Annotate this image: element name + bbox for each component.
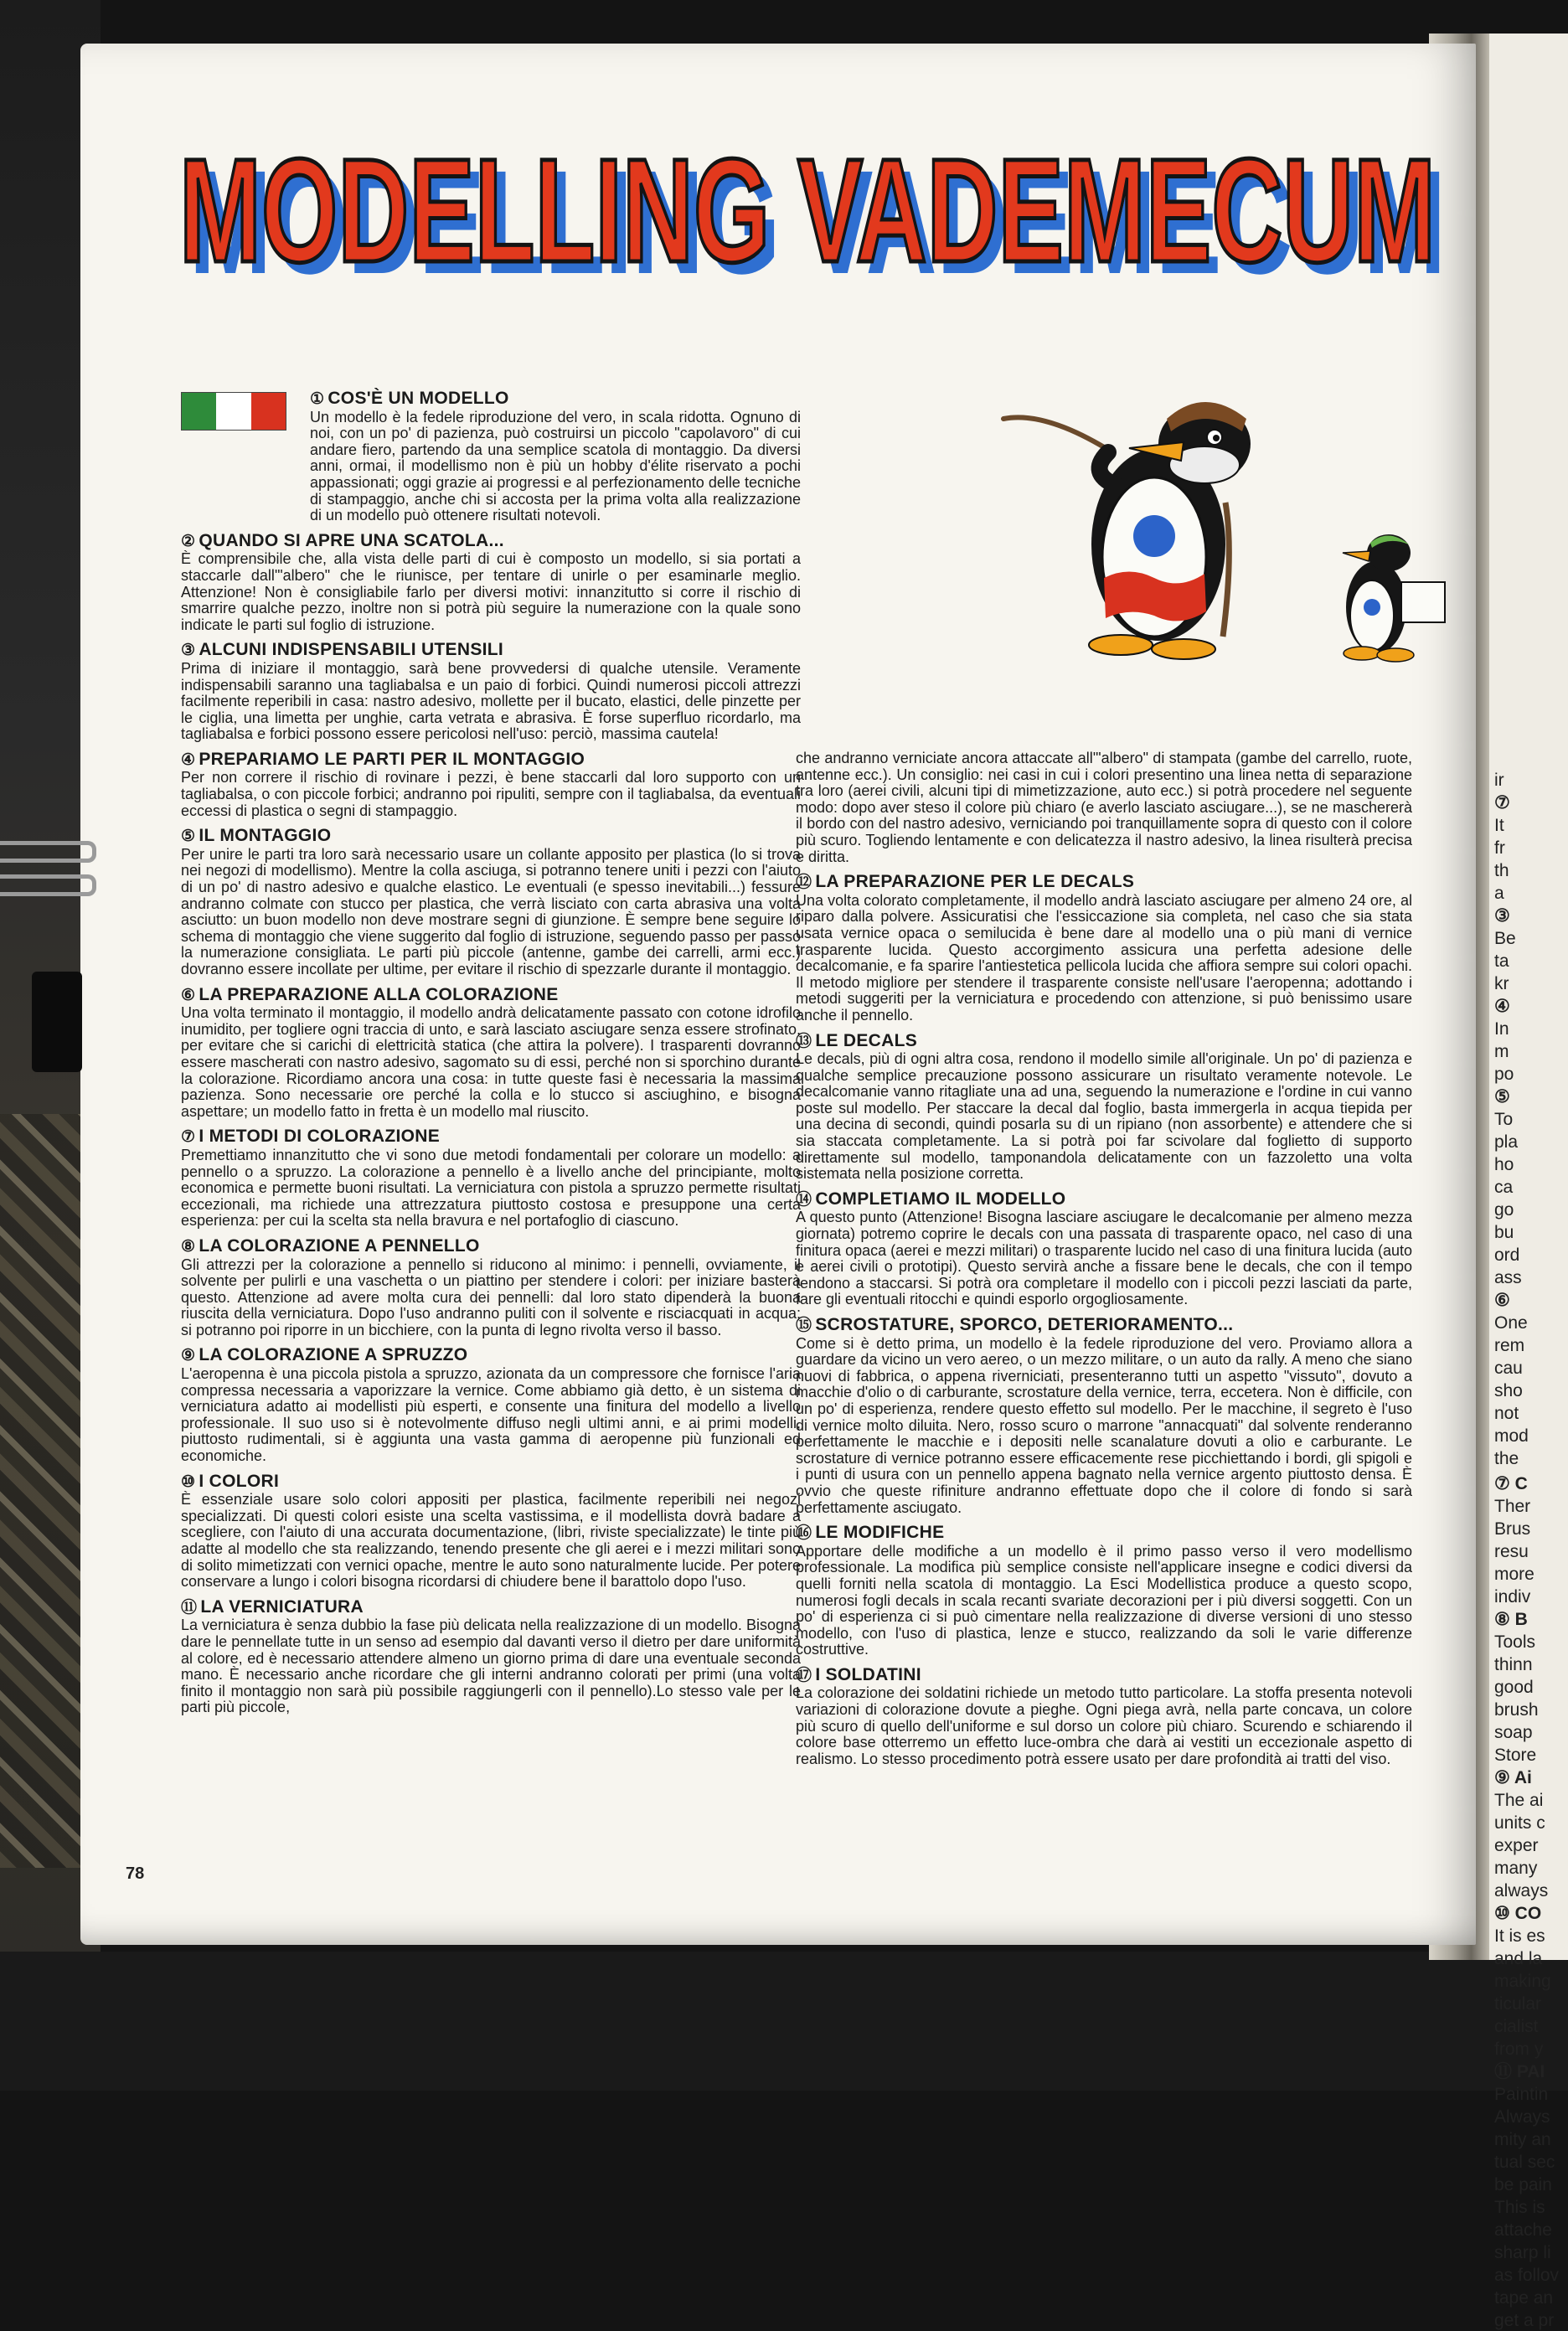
section-number: ⑥ bbox=[181, 986, 196, 1004]
page-title bbox=[176, 117, 1457, 305]
section-number: ⑦ bbox=[181, 1128, 196, 1147]
next-page-text-fragment: get a pr bbox=[1494, 2311, 1555, 2330]
next-page-text-fragment: rem bbox=[1494, 1336, 1525, 1355]
next-page-text-fragment: more bbox=[1494, 1565, 1534, 1584]
next-page-text-fragment: tual sec bbox=[1494, 2153, 1555, 2172]
section-title: ALCUNI INDISPENSABILI UTENSILI bbox=[199, 640, 504, 660]
section-heading bbox=[181, 984, 801, 1004]
article-section bbox=[796, 874, 1412, 1024]
next-page-text-fragment: The ai bbox=[1494, 1791, 1544, 1810]
section-text: Una volta terminato il montaggio, il modello andrà delicatamente passato con cotone idrofilo inumidito, per togliere ogni traccia di unto, e sarà lasciato asciugare senza essere strofinato, per evitare che si carichi di elettricità statica (che attira la polvere). I trasparenti dovranno essere mascherati con nastro adesivo, sagomato su di essi, perché non si sporchino durante la colorazione. Ricordiamo ancora una cosa: in tutte queste fasi è necessaria la massima pazienza. Sono necessarie ore perché la colla e lo stucco si asciughino, e bisogna aspettare; un modello fatto in fretta è un modello mal riuscito. bbox=[181, 1004, 801, 1120]
next-page-text-fragment: ord bbox=[1494, 1245, 1520, 1265]
next-page-text-fragment: Ther bbox=[1494, 1497, 1531, 1516]
section-heading bbox=[181, 1128, 801, 1146]
section-number: ② bbox=[181, 532, 196, 550]
next-page-text-fragment: It bbox=[1494, 816, 1504, 835]
section-text: Una volta colorato completamente, il modello andrà lasciato asciugare per almeno 24 ore, al riparo dalla polvere. Assicuratisi che l'essiccazione sia completa, nel caso che sia stata usata vernice opaca o semilucida è bene dare al modello una o più mani di vernice trasparente lucida. Questo accorgimento assicura una perfetta adesione delle decalcomanie, e fa sparire l'antiestetica pellicola lucida che affiora sempre sui colori opachi. Il metodo migliore per stendere il trasparente consiste nell'usare l'aeropenna; adottando i metodi suggeriti per la verniciatura e procedendo con attenzione, si può benissimo usare anche il pennello. bbox=[796, 891, 1412, 1024]
next-page-text-fragment: sho bbox=[1494, 1381, 1523, 1400]
next-page-text-fragment: fr bbox=[1494, 838, 1505, 858]
article-section bbox=[796, 1664, 1412, 1768]
article-section bbox=[181, 530, 801, 634]
article-section bbox=[181, 1128, 801, 1230]
title-text: MODELLING VADEMECUM bbox=[179, 129, 1436, 293]
section-heading bbox=[181, 1596, 801, 1617]
section-title: LA PREPARAZIONE PER LE DECALS bbox=[815, 872, 1135, 892]
title-shadow: MODELLING VADEMECUM bbox=[189, 141, 1446, 305]
section-heading bbox=[796, 874, 1412, 891]
next-page-text-fragment: the bbox=[1494, 1449, 1519, 1468]
next-page-text-fragment: from y bbox=[1494, 2040, 1544, 2059]
next-page-text-fragment: ass bbox=[1494, 1268, 1522, 1287]
section-number: ⑩ bbox=[181, 1472, 196, 1491]
next-page-text-fragment: indiv bbox=[1494, 1587, 1531, 1606]
next-page-text-fragment: ⑩ CO bbox=[1494, 1904, 1542, 1923]
next-page-text-fragment: sharp li bbox=[1494, 2243, 1551, 2262]
section-heading bbox=[181, 530, 801, 550]
next-page-text-fragment: It is es bbox=[1494, 1926, 1545, 1946]
section-text: Prima di iniziare il montaggio, sarà bene provvedersi di qualche utensile. Veramente indispensabili saranno una tagliabalsa e un paio di forbici. Quindi numerosi piccoli attrezzi facilmente reperibili in casa: nastro adesivo, mollette per il bucato, elastici, delle pinzette per le ciglia, una limetta per unghie, carta vetrata e abrasiva. È forse superfluo ricordarlo, ma tagliabalsa e forbici possono essere pericolosi nell'uso: perciò, massima cautela! bbox=[181, 659, 801, 743]
section-title: LA COLORAZIONE A SPRUZZO bbox=[199, 1345, 468, 1365]
next-page-text-fragment: To bbox=[1494, 1110, 1514, 1129]
next-page-text-fragment: pla bbox=[1494, 1132, 1519, 1152]
next-page-text-fragment: brush bbox=[1494, 1700, 1539, 1720]
section-title: I SOLDATINI bbox=[815, 1664, 921, 1684]
next-page-text-fragment: good bbox=[1494, 1678, 1534, 1697]
next-page-text-fragment: cau bbox=[1494, 1359, 1523, 1378]
section-text: A questo punto (Attenzione! Bisogna lasciare asciugare le decalcomanie per almeno mezza giornata) potremo coprire le decals con una passata di trasparente opaco, nel caso di una finitura opaca (aerei e mezzi militari) o trasparente lucido nel caso di una finitura lucida (auto e aerei civili o prototipi). Questo servirà anche a fissare bene le decals, che con il tempo tendono a staccarsi. Si potrà ora completare il modello con i piccoli pezzi lasciati da parte, fare gli eventuali ritocchi e quindi esporlo orgogliosamente. bbox=[796, 1209, 1412, 1308]
next-page-text-fragment: tape an bbox=[1494, 2288, 1554, 2308]
section-number: ⑰ bbox=[796, 1666, 812, 1684]
section-text: Per non correre il rischio di rovinare i pezzi, è bene staccarli dal loro supporto con un tagliabalsa, o con piccole forbici; andranno poi ripuliti, sempre con il tagliabalsa, da eventuali eccessi di plastica o segni di stampaggio. bbox=[181, 769, 801, 819]
article-section bbox=[181, 828, 801, 977]
section-title: LE MODIFICHE bbox=[815, 1523, 945, 1543]
next-page-edge bbox=[1489, 34, 1568, 2330]
section-text: Gli attrezzi per la colorazione a pennello si riducono al minimo: i pennelli, ovviamente, il solvente per pulirli e una vaschetta o un piattino per stendere i colori: per iniziare basterà questo. Attenzione ad avere molta cura dei pennelli: dal loro stato dipenderà la buona riuscita della verniciatura. Dopo l'uso andranno puliti con il solvente e risciacquati in acqua; si potranno poi riporre in un bicchiere, con la punta di legno rivolta verso il basso. bbox=[181, 1256, 801, 1338]
section-title: COMPLETIAMO IL MODELLO bbox=[815, 1189, 1066, 1209]
section-number: ④ bbox=[181, 750, 196, 769]
section-text: Per unire le parti tra loro sarà necessario usare un collante apposito per plastica (lo si trova nei negozi di modellismo). Mentre la colla asciuga, si potranno tenere uniti i pezzi con l'aiuto di un po' di nastro adesivo e qualche elastico. Le eventuali (e spesso inevitabili...) fessure andranno colmate con stucco per plastica, che verrà lisciato con carta abrasiva una volta asciutto: un buon modello non deve mostrare segni di giunzione. È sempre bene seguire lo schema di montaggio che viene suggerito dal foglio di istruzione, seguendo passo per passo la numerazione consigliata. Le parti più piccole (antenne, gambe dei carrelli, armi ecc.) dovranno essere incollate per ultime, per evitare il rischio di spezzarle durante il montaggio. bbox=[181, 845, 801, 977]
section-heading bbox=[796, 1317, 1412, 1334]
penguin-cartoon-illustration bbox=[995, 369, 1447, 704]
section-number: ⑮ bbox=[796, 1317, 812, 1334]
next-page-text-fragment: ⑤ bbox=[1494, 1087, 1510, 1106]
next-page-text-fragment: ⑪ PAI bbox=[1494, 2062, 1545, 2081]
section-title: COS'È UN MODELLO bbox=[328, 389, 509, 408]
next-page-text-fragment: Always bbox=[1494, 2107, 1550, 2127]
section-number: ③ bbox=[181, 642, 196, 660]
article-section bbox=[796, 1317, 1412, 1516]
next-page-text-fragment: making bbox=[1494, 1972, 1551, 1991]
section-text: Un modello è la fedele riproduzione del vero, in scala ridotta. Ognuno di noi, con un po' di pazienza, può costruirsi un piccolo "capolavoro" di cui andare fiero, partendo da una semplice scatola di montaggio. Da diversi anni, ormai, il modellismo non è più un hobby d'élite riservato a pochi appassionati; oggi grazie ai progressi e al perfezionamento delle tecniche di stampaggio, anche chi si accosta per la prima volta alla realizzazione di un modello può ottenere risultati notevoli. bbox=[310, 408, 801, 524]
section-heading bbox=[181, 642, 801, 659]
section-number: ① bbox=[310, 390, 325, 408]
article-section bbox=[181, 390, 801, 524]
article-section bbox=[181, 1596, 801, 1716]
next-page-text-fragment: ⑥ bbox=[1494, 1291, 1510, 1310]
next-page-text-fragment: th bbox=[1494, 861, 1509, 880]
next-page-text-fragment: a bbox=[1494, 884, 1504, 903]
next-page-text-fragment: go bbox=[1494, 1200, 1514, 1220]
article-section bbox=[181, 1347, 801, 1464]
binder-ring bbox=[0, 874, 96, 896]
next-page-text-fragment: attache bbox=[1494, 2220, 1552, 2240]
section-number: ⑨ bbox=[181, 1347, 196, 1365]
binder-ring bbox=[0, 841, 96, 863]
section-text: Come si è detto prima, un modello è la fedele riproduzione del vero. Proviamo allora a guardare da vicino un vero aereo, o un mezzo militare, o un auto da rally. A meno che siano nuovi di fabbrica, o appena riverniciati, presenteranno tutti un aspetto "vissuto", dovuto a macchie d'olio o di carburante, scrostature della vernice, terra, eccetera. Non è difficile, con un po' di esperienza, rendere questo effetto sul modello. Per le macchine, il segreto è l'uso di vernice molto diluita. Nero, rosso scuro o marrone "annacquati" dal solvente renderanno perfettamente le macchie e i depositi nelle scanalature dovuti a olio e carburante. Le scrostature di vernice potranno essere efficacemente rese picchiettando i bordi, gli spigoli e i punti di usura con un pennello appena bagnato nella vernice argento piuttosto densa. È ovvio che queste rifiniture andranno effettuate dopo che il colore di fondo si sarà perfettamente asciugato. bbox=[796, 1334, 1412, 1516]
page-number: 78 bbox=[126, 1864, 145, 1883]
section-number: ⑬ bbox=[796, 1032, 812, 1050]
article-section bbox=[181, 642, 801, 743]
section-title: LA PREPARAZIONE ALLA COLORAZIONE bbox=[199, 984, 559, 1004]
section-heading bbox=[796, 1191, 1412, 1209]
section-title: QUANDO SI APRE UNA SCATOLA... bbox=[199, 530, 504, 550]
next-page-text-fragment: m bbox=[1494, 1042, 1509, 1061]
next-page-text-fragment: Store bbox=[1494, 1746, 1537, 1765]
next-page-text-fragment: Paintin bbox=[1494, 2085, 1549, 2104]
article-section bbox=[796, 1524, 1412, 1658]
next-page-text-fragment: po bbox=[1494, 1065, 1514, 1084]
next-page-text-fragment: kr bbox=[1494, 974, 1509, 993]
article-section bbox=[796, 1191, 1412, 1308]
article-column-left bbox=[181, 390, 801, 1725]
section-title: I COLORI bbox=[199, 1471, 280, 1491]
article-section bbox=[181, 1235, 801, 1339]
article-section bbox=[796, 1030, 1412, 1183]
next-page-text-fragment: ta bbox=[1494, 951, 1509, 971]
next-page-text-fragment: thinn bbox=[1494, 1655, 1533, 1674]
next-page-text-fragment: soap bbox=[1494, 1723, 1533, 1742]
next-page-text-fragment: ho bbox=[1494, 1155, 1514, 1174]
section-text: L'aeropenna è una piccola pistola a spruzzo, azionata da un compressore che fornisce l'aria compressa necessaria a vaporizzare la vernice. Come abbiamo già detto, è un sistema di verniciatura adatto ai modellisti più esperti, e consente una finitura del modello a livello professionale. Il suo uso si è notevolmente diffuso negli ultimi anni, e ai primi modelli, piuttosto rudimentali, si è aggiunta una vasta gamma di aeropenne più funzionali ed economiche. bbox=[181, 1365, 801, 1465]
article-section bbox=[181, 751, 801, 819]
next-page-text-fragment: not bbox=[1494, 1404, 1519, 1423]
next-page-text-fragment: many bbox=[1494, 1859, 1538, 1878]
next-page-text-fragment: ⑦ C bbox=[1494, 1474, 1528, 1493]
next-page-text-fragment: ④ bbox=[1494, 997, 1510, 1016]
section-heading bbox=[181, 1235, 801, 1256]
section-title: SCROSTATURE, SPORCO, DETERIORAMENTO... bbox=[815, 1315, 1234, 1334]
continued-paragraph bbox=[796, 750, 1412, 865]
section-title: LA COLORAZIONE A PENNELLO bbox=[199, 1235, 480, 1256]
section-text: La colorazione dei soldatini richiede un metodo tutto particolare. La stoffa presenta notevoli variazioni di colorazione dovute a pieghe. Ogni piega avrà, nella parte concava, un colore più scuro di quello dell'uniforme e sul dorso un colore più chiaro. Scurendo e schiarendo il colore base otterremo un effetto luce-ombra che darà ai vestiti un eccezionale aspetto di realismo. Lo stesso procedimento potrà essere usato per dare profondità ai tratti del viso. bbox=[796, 1684, 1412, 1767]
next-page-text-fragment: and la bbox=[1494, 1949, 1543, 1968]
section-heading bbox=[181, 1347, 801, 1364]
section-heading bbox=[796, 1030, 1412, 1050]
section-heading bbox=[796, 1664, 1412, 1684]
next-page-text-fragment: Be bbox=[1494, 929, 1516, 948]
section-heading bbox=[181, 828, 801, 845]
section-title: I METODI DI COLORAZIONE bbox=[199, 1127, 441, 1147]
next-page-text-fragment: mity an bbox=[1494, 2130, 1551, 2149]
next-page-text-fragment: bu bbox=[1494, 1223, 1514, 1242]
next-page-text-fragment: Brus bbox=[1494, 1519, 1531, 1539]
section-text: È essenziale usare solo colori appositi per plastica, facilmente reperibili nei negozi specializzati. Di questi colori esiste una scelta vastissima, e il modellista dovrà badare a scegliere, con l'aiuto di una accurata documentazione, (libri, riviste specializzate) le tinte più adatte al modello che sta realizzando, tenendo presente che gli aerei e i mezzi militari sono di solito mimetizzati con vernici opache, mentre le auto sono naturalmente lucide. Per potere conservare a lungo i colori bisogna ricordarsi di chiudere bene il barattolo dopo l'uso. bbox=[181, 1491, 801, 1591]
section-text: Le decals, più di ogni altra cosa, rendono il modello simile all'originale. Un po' di pazienza e qualche semplice precauzione possono assicurare un risultato veramente notevole. Le decalcomanie vanno ritagliate una ad una, seguendo la numerazione e l'ordine in cui vanno poste sul modello. Per staccare la decal dal foglio, basta immergerla in acqua tiepida per una decina di secondi, quindi posarla su di un ripiano (non assorbente) e attendere che si sia staccata completamente. La si potrà poi far scivolare dal foglietto di supporto direttamente sul modello, tamponandola delicatamente con un fazzoletto una volta sistemata nella posizione corretta. bbox=[796, 1050, 1412, 1183]
section-heading bbox=[310, 390, 801, 408]
article-column-right bbox=[796, 750, 1412, 1776]
section-number: ⑫ bbox=[796, 874, 812, 892]
section-number: ⑯ bbox=[796, 1524, 812, 1543]
binder-clip bbox=[32, 972, 82, 1072]
section-text: Apportare delle modifiche a un modello è il primo passo verso il vero modellismo professionale. La modifica più semplice consiste nell'applicare insegne e codici diversi da quelli forniti nella scatola di montaggio. La Esci Modellistica produce a questo scopo, numerosi fogli decals in scala recanti svariate decorazioni per i più diversi soggetti. Con un po' di esperienza ci si può cimentare nella realizzazione di diverse versioni di uno stesso modello, con l'uso di plastica, lenze e stucco, realizzando da soli le varie differenze costruttive. bbox=[796, 1542, 1412, 1658]
section-text: È comprensibile che, alla vista delle parti di cui è composto un modello, si sia portati a staccarle dall'"albero" che le riunisce, per tentare di unirle o per esaminarle meglio. Attenzione! Non è consigliabile farlo per diversi motivi: innanzitutto si corre il rischio di smarrire qualche pezzo, inoltre non si potrà più seguire la numerazione con la quale sono indicate le parti sul foglio di istruzione. bbox=[181, 550, 801, 633]
next-page-text-fragment: One bbox=[1494, 1313, 1528, 1333]
next-page-text-fragment: exper bbox=[1494, 1836, 1539, 1855]
next-page-text-fragment: ⑧ B bbox=[1494, 1610, 1528, 1629]
section-number: ⑤ bbox=[181, 828, 196, 846]
next-page-text-fragment: always bbox=[1494, 1881, 1549, 1900]
section-heading bbox=[181, 751, 801, 769]
next-page-text-fragment: ticular bbox=[1494, 1994, 1542, 2014]
article-section bbox=[181, 984, 801, 1121]
next-page-text-fragment: as follov bbox=[1494, 2266, 1560, 2285]
next-page-text-fragment: ⑦ bbox=[1494, 793, 1510, 812]
section-text: che andranno verniciate ancora attaccate all'"albero" di stampata (gambe del carrello, ruote, antenne ecc.). Un consiglio: nei casi in cui i colori presentino una linea netta di separazione tra loro (aerei civili, alcuni tipi di mimetizzazione, auto ecc.) si potrà procedere nel seguente modo: dopo aver steso il colore più chiaro (e averlo lasciato asciugare...), se ne maschererà il bordo con del nastro adesivo, verniciando poi tranquillamente sopra di questo con il colore più scuro. Togliendo lentamente e con delicatezza il nastro adesivo, la linea risulterà precisa e diritta. bbox=[796, 750, 1412, 865]
next-page-text-fragment: ⑨ Ai bbox=[1494, 1768, 1532, 1787]
desk-surface bbox=[0, 1952, 1568, 2091]
section-text: La verniciatura è senza dubbio la fase più delicata nella realizzazione di un modello. Bisogna dare le pennellate tutte in un senso ad esempio dal davanti verso il dietro per dare uniformità al colore, ed è necessario attendere almeno un giorno prima di dare una eventuale seconda mano. È necessario anche ricordare che gli interni andranno colorati per primi (una volta finito il montaggio non sarà più possibile raggiungerli con il pennello).Lo stesso vale per le parti più piccole, bbox=[181, 1617, 801, 1716]
rug-pattern bbox=[0, 1114, 92, 1868]
section-number: ⑧ bbox=[181, 1237, 196, 1256]
section-title: PREPARIAMO LE PARTI PER IL MONTAGGIO bbox=[199, 749, 585, 769]
next-page-text-fragment: This is bbox=[1494, 2198, 1545, 2217]
next-page-text-fragment: In bbox=[1494, 1019, 1509, 1039]
article-section bbox=[181, 1473, 801, 1591]
next-page-text-fragment: units c bbox=[1494, 1813, 1545, 1833]
next-page-text-fragment: cialist bbox=[1494, 2017, 1539, 2036]
section-title: IL MONTAGGIO bbox=[199, 826, 332, 846]
section-heading bbox=[796, 1524, 1412, 1542]
next-page-text-fragment: resu bbox=[1494, 1542, 1529, 1561]
next-page-text-fragment: ③ bbox=[1494, 906, 1510, 926]
next-page-text-fragment: be pain bbox=[1494, 2175, 1552, 2194]
next-page-text-fragment: Tools bbox=[1494, 1632, 1536, 1652]
section-text: Premettiamo innanzitutto che vi sono due metodi fondamentali per colorare un modello: a pennello o a spruzzo. La colorazione a pennello è a livello anche del principiante, molto economica e permette buoni risultati. La verniciatura con pistola a spruzzo permette risultati eccezionali, ma richiede una attrezzatura piuttosto costosa e presuppone una certa esperienza: per cui la scelta sta nella bravura e nel portafoglio di ciascuno. bbox=[181, 1146, 801, 1230]
section-number: ⑭ bbox=[796, 1190, 812, 1209]
section-title: LA VERNICIATURA bbox=[200, 1596, 364, 1617]
next-page-text-fragment: mod bbox=[1494, 1426, 1529, 1446]
next-page-text-fragment: ca bbox=[1494, 1178, 1514, 1197]
section-heading bbox=[181, 1473, 801, 1491]
section-number: ⑪ bbox=[181, 1598, 198, 1617]
next-page-text-fragment: ir bbox=[1494, 771, 1504, 790]
section-title: LE DECALS bbox=[815, 1030, 918, 1050]
